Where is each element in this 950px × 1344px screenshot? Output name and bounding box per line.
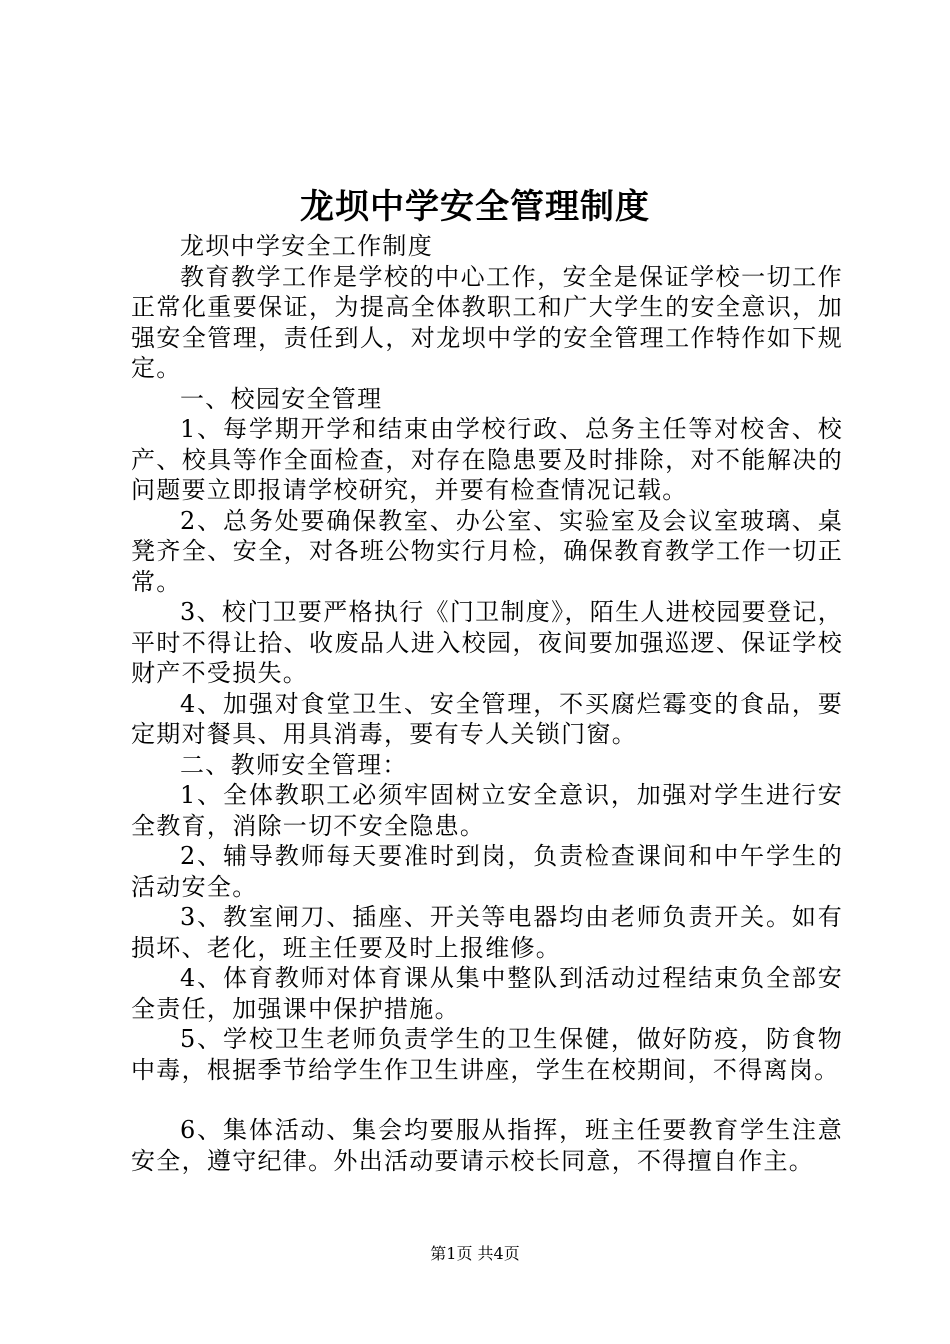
document-title: 龙坝中学安全管理制度 [300,187,650,227]
section-heading-campus: 一、校园安全管理 [180,384,383,413]
section-heading-teacher: 二、教师安全管理： [180,750,408,779]
document-body [131,231,843,1176]
teacher-item-4: 4、体育教师对体育课从集中整队到活动过程结束负全部安全责任，加强课中保护措施。 [131,964,843,1023]
campus-item-4: 4、加强对食堂卫生、安全管理，不买腐烂霉变的食品，要定期对餐具、用具消毒，要有专人关锁门窗。 [131,689,843,748]
teacher-item-3: 3、教室闸刀、插座、开关等电器均由老师负责开关。如有损坏、老化，班主任要及时上报维修。 [131,903,843,962]
page-footer: 第1页 共4页 [430,1244,520,1263]
paragraph-intro: 教育教学工作是学校的中心工作，安全是保证学校一切工作正常化重要保证，为提高全体教职工和广大学生的安全意识，加强安全管理，责任到人，对龙坝中学的安全管理工作特作如下规定。 [131,262,843,382]
teacher-item-6: 6、集体活动、集会均要服从指挥，班主任要教育学生注意安全，遵守纪律。外出活动要请示校长同意，不得擅自作主。 [131,1116,843,1175]
teacher-item-1: 1、全体教职工必须牢固树立安全意识，加强对学生进行安全教育，消除一切不安全隐患。 [131,781,843,840]
campus-item-3: 3、校门卫要严格执行《门卫制度》，陌生人进校园要登记，平时不得让拾、收废品人进入校园，夜间要加强巡逻、保证学校财产不受损失。 [131,598,843,687]
teacher-item-5: 5、学校卫生老师负责学生的卫生保健，做好防疫，防食物中毒，根据季节给学生作卫生讲座，学生在校期间，不得离岗。 [131,1025,843,1084]
campus-item-2: 2、总务处要确保教室、办公室、实验室及会议室玻璃、桌凳齐全、安全，对各班公物实行月检，确保教育教学工作一切正常。 [131,506,843,596]
paragraph-subtitle: 龙坝中学安全工作制度 [180,232,433,260]
campus-item-1: 1、每学期开学和结束由学校行政、总务主任等对校舍、校产、校具等作全面检查，对存在隐患要及时排除，对不能解决的问题要立即报请学校研究，并要有检查情况记载。 [131,415,843,504]
teacher-item-2: 2、辅导教师每天要准时到岗，负责检查课间和中午学生的活动安全。 [131,842,843,901]
